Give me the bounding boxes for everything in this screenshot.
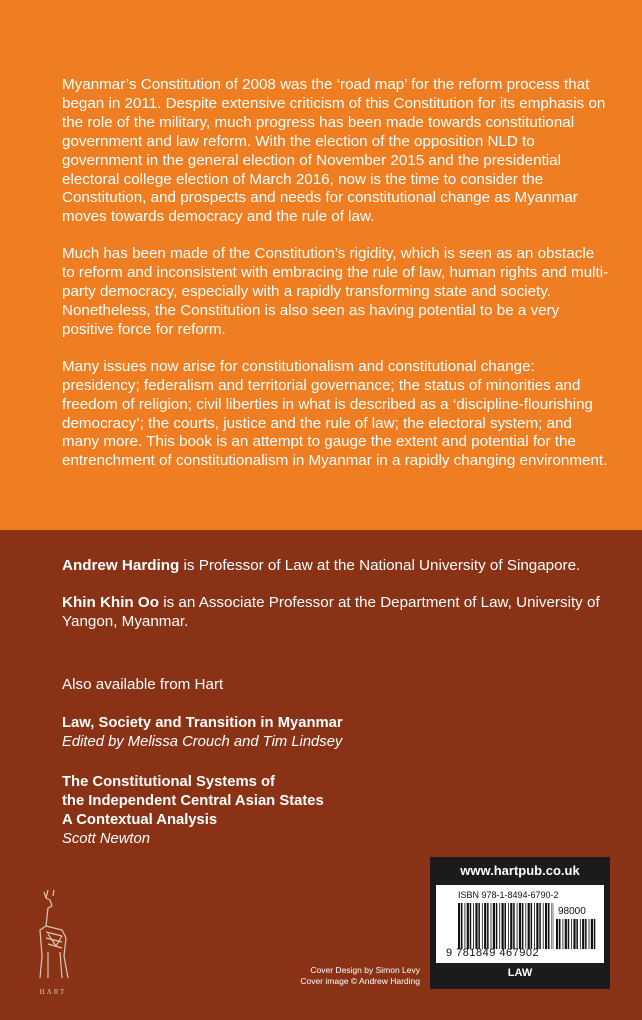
barcode-bar xyxy=(482,903,483,949)
barcode-bar xyxy=(594,919,596,949)
related-book-1 xyxy=(62,714,343,752)
book-byline: Edited by Melissa Crouch and Tim Lindsey xyxy=(62,734,343,750)
image-credit: Cover image © Andrew Harding xyxy=(300,976,420,986)
barcode-bar xyxy=(513,903,515,949)
barcode-bar xyxy=(496,903,498,949)
barcode-bar xyxy=(522,903,524,949)
book-byline: Scott Newton xyxy=(62,831,151,847)
barcode-bar xyxy=(475,903,477,949)
price-barcode xyxy=(556,919,596,949)
barcode-bar xyxy=(563,919,564,949)
barcode-bar xyxy=(458,903,460,949)
barcode-bar xyxy=(556,919,558,949)
barcode-bar xyxy=(571,919,572,949)
blurb-paragraph-2: Much has been made of the Constitution’s rigidity, which is seen as an obstacle to reform and inconsistent with embracing the rule of law, human rights and multi-party democracy, especially with a rapidly transforming state and society. Nonetheless, the Constitution is also seen as having potential to be a very positive force for reform. xyxy=(62,245,609,338)
barcode-bar xyxy=(536,903,538,949)
barcode-bar xyxy=(508,903,509,949)
author-description: is an Associate Professor at the Department of Law, University of Yangon, Myanmar. xyxy=(62,594,600,630)
author-bio-1 xyxy=(62,556,622,575)
logo-text: HART xyxy=(39,988,67,996)
author-name: Khin Khin Oo xyxy=(62,594,160,611)
barcode-bar xyxy=(487,903,489,949)
barcode-bar xyxy=(473,903,474,949)
price-code: 98000 xyxy=(558,906,586,917)
barcode-bar xyxy=(568,919,570,949)
barcode-bar xyxy=(585,919,587,949)
barcode-bar xyxy=(517,903,518,949)
blurb-paragraph-3: Many issues now arise for constitutionalism and constitutional change: presidency; federalism and territorial governance; the status of minorities and freedom of religion; civil liberties in what is described as a ‘discipline-flourishing democracy’; the courts, justice and the rule of law; the electoral system; and many more. This book is an attempt to gauge the extent and potential for the entrenchment of constitutionalism in Myanmar in a rapidly changing environment. xyxy=(62,357,608,470)
book-title-line: A Contextual Analysis xyxy=(62,812,218,828)
book-blurb xyxy=(62,76,610,489)
barcode-bar xyxy=(519,903,521,949)
book-title-line: The Constitutional Systems of xyxy=(62,774,275,790)
barcode-bar xyxy=(534,903,535,949)
barcode-bar xyxy=(548,903,550,949)
barcode-bar xyxy=(484,903,486,949)
barcode-area xyxy=(436,885,604,963)
barcode-bar xyxy=(539,903,541,949)
barcode-bar xyxy=(493,903,495,949)
barcode-bar xyxy=(531,903,533,949)
related-book-2 xyxy=(62,773,324,849)
publisher-url: www.hartpub.co.uk xyxy=(460,863,580,878)
barcode-panel xyxy=(430,857,610,989)
isbn-digits: 9 781849 467902 xyxy=(446,947,540,959)
barcode-bar xyxy=(582,919,584,949)
barcode-bar xyxy=(545,903,547,949)
blurb-paragraph-1: Myanmar’s Constitution of 2008 was the ‘road map’ for the reform process that began in 2011. Despite extensive criticism of this Constitution for its emphasis on the role of the military, much progress has been made towards constitutional government and law reform. With the election of the opposition NLD to government in the general election of November 2015 and the presidential electoral college election of March 2016, now is the time to consider the Constitution, and prospects and needs for constitutional change as Myanmar moves towards democracy and the rule of law. xyxy=(62,76,606,226)
barcode-bar xyxy=(470,903,472,949)
book-title-line: the Independent Central Asian States xyxy=(62,793,324,809)
barcode-bar xyxy=(491,903,492,949)
barcode-bar xyxy=(505,903,507,949)
barcode-bar xyxy=(467,903,469,949)
barcode-bar xyxy=(502,903,504,949)
cover-credits xyxy=(294,965,420,987)
barcode-bar xyxy=(543,903,544,949)
design-credit: Cover Design by Simon Levy xyxy=(310,965,420,975)
barcode-bar xyxy=(552,903,553,949)
book-title: Law, Society and Transition in Myanmar xyxy=(62,715,343,731)
barcode-bar xyxy=(525,903,526,949)
hart-deer-logo xyxy=(28,886,78,1006)
barcode-bar xyxy=(559,919,561,949)
barcode-bar xyxy=(465,903,466,949)
isbn-label: ISBN 978-1-8494-6790-2 xyxy=(458,890,559,900)
author-bio-2 xyxy=(62,593,622,631)
barcode-bar xyxy=(580,919,581,949)
barcode-bar xyxy=(576,919,578,949)
barcode-bar xyxy=(461,903,463,949)
subject-category: LAW xyxy=(507,967,533,979)
isbn-barcode xyxy=(458,903,554,949)
barcode-bar xyxy=(478,903,480,949)
author-name: Andrew Harding xyxy=(62,557,180,574)
barcode-bar xyxy=(499,903,500,949)
author-bios xyxy=(62,556,622,649)
author-description: is Professor of Law at the National University of Singapore. xyxy=(179,557,581,574)
barcode-bar xyxy=(573,919,575,949)
barcode-bar xyxy=(589,919,590,949)
barcode-bar xyxy=(510,903,512,949)
barcode-bar xyxy=(591,919,593,949)
barcode-bar xyxy=(565,919,567,949)
barcode-bar xyxy=(528,903,530,949)
also-available-heading: Also available from Hart xyxy=(62,676,224,693)
